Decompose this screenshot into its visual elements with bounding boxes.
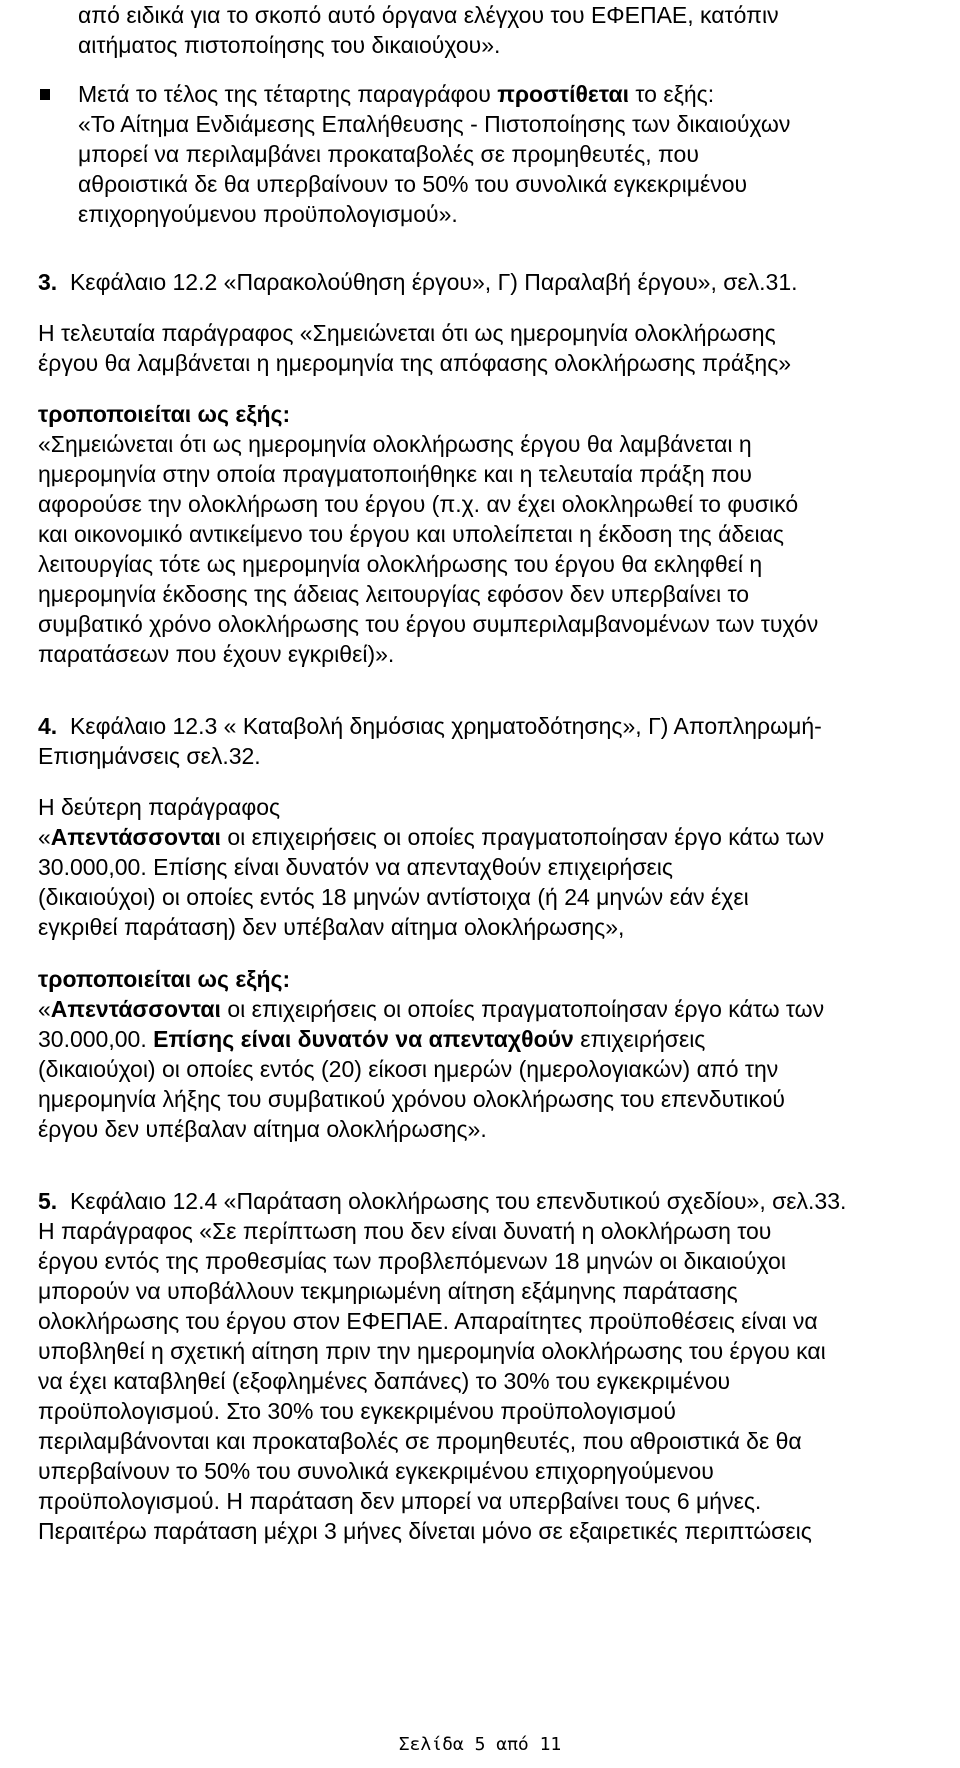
text-line: Η δεύτερη παράγραφος <box>38 794 281 820</box>
text-line: εγκριθεί παράταση) δεν υπέβαλαν αίτημα ολοκλήρωσης», <box>38 914 625 940</box>
text-run: το εξής: <box>628 81 715 107</box>
text-line: ολοκλήρωσης του έργου στον ΕΦΕΠΑΕ. Απαραίτητες προϋποθέσεις είναι να <box>38 1308 818 1334</box>
modified-label <box>38 964 290 994</box>
text-line: αιτήματος πιστοποίησης του δικαιούχου». <box>78 32 501 58</box>
text-line: να έχει καταβληθεί (εξοφλημένες δαπάνες) το 30% του εγκεκριμένου <box>38 1368 731 1394</box>
text-line: Η παράγραφος «Σε περίπτωση που δεν είναι δυνατή η ολοκλήρωση του <box>38 1218 772 1244</box>
section-number: 5. <box>38 1188 58 1214</box>
text-run: οι επιχειρήσεις οι οποίες πραγματοποίησαν έργο κάτω των <box>220 996 825 1022</box>
text-bold: τροποποιείται ως εξής: <box>38 401 291 427</box>
section-number: 4. <box>38 713 58 739</box>
text-bold: Απεντάσσονται <box>50 996 221 1022</box>
section-title-cont: Επισημάνσεις σελ.32. <box>38 743 261 769</box>
modified-label <box>38 399 290 429</box>
text-line: «Σημειώνεται ότι ως ημερομηνία ολοκλήρωσης έργου θα λαμβάνεται η <box>38 431 752 457</box>
text-line: προϋπολογισμού. Η παράταση δεν μπορεί να υπερβαίνει τους 6 μήνες. <box>38 1488 762 1514</box>
text-line: ημερομηνία λήξης του συμβατικού χρόνου ολοκλήρωσης του επενδυτικού <box>38 1086 785 1112</box>
text-line: υποβληθεί η σχετική αίτηση πριν την ημερομηνία ολοκλήρωσης του έργου και <box>38 1338 826 1364</box>
text-bold: Επίσης είναι δυνατόν να απενταχθούν <box>153 1026 574 1052</box>
section-title: Κεφάλαιο 12.3 « Καταβολή δημόσιας χρηματοδότησης», Γ) Αποπληρωμή- <box>69 713 822 739</box>
text-line: Περαιτέρω παράταση μέχρι 3 μήνες δίνεται μόνο σε εξαιρετικές περιπτώσεις <box>38 1518 812 1544</box>
text-line: έργου θα λαμβάνεται η ημερομηνία της απόφασης ολοκλήρωσης πράξης» <box>38 350 792 376</box>
section-heading <box>38 1186 846 1216</box>
text-run: επιχειρήσεις <box>573 1026 706 1052</box>
bullet-line <box>78 79 714 109</box>
section-number: 3. <box>38 269 58 295</box>
text-line: αφορούσε την ολοκλήρωση του έργου (π.χ. αν έχει ολοκληρωθεί το φυσικό <box>38 491 799 517</box>
page-footer: Σελίδα 5 από 11 <box>398 1734 562 1755</box>
text-line <box>38 994 824 1024</box>
text-line: «Το Αίτημα Ενδιάμεσης Επαλήθευσης - Πιστοποίησης των δικαιούχων <box>78 111 791 137</box>
text-line: (δικαιούχοι) οι οποίες εντός 18 μηνών αντίστοιχα (ή 24 μηνών εάν έχει <box>38 884 749 910</box>
section-title: Κεφάλαιο 12.4 «Παράταση ολοκλήρωσης του επενδυτικού σχεδίου», σελ.33. <box>69 1188 847 1214</box>
text-line: έργου εντός της προθεσμίας των προβλεπόμενων 18 μηνών οι δικαιούχοι <box>38 1248 786 1274</box>
text-line: μπορούν να υποβάλλουν τεκμηριωμένη αίτηση εξάμηνης παράτασης <box>38 1278 738 1304</box>
text-line: και οικονομικό αντικείμενο του έργου και υπολείπεται η έκδοση της άδειας <box>38 521 784 547</box>
bullet-square-icon <box>40 89 50 100</box>
section-heading <box>38 711 822 741</box>
text-run: 30.000,00. <box>38 1026 154 1052</box>
section-title: Κεφάλαιο 12.2 «Παρακολούθηση έργου», Γ) Παραλαβή έργου», σελ.31. <box>69 269 798 295</box>
text-bold: τροποποιείται ως εξής: <box>38 966 291 992</box>
text-run: οι επιχειρήσεις οι οποίες πραγματοποίησαν έργο κάτω των <box>220 824 825 850</box>
text-line: Η τελευταία παράγραφος «Σημειώνεται ότι ως ημερομηνία ολοκλήρωσης <box>38 320 776 346</box>
section-heading <box>38 267 798 297</box>
page-body <box>38 0 904 1768</box>
text-bold: Απεντάσσονται <box>50 824 221 850</box>
text-line: ημερομηνία έκδοσης της άδειας λειτουργίας εφόσον δεν υπερβαίνει το <box>38 581 750 607</box>
text-line: μπορεί να περιλαμβάνει προκαταβολές σε προμηθευτές, που <box>78 141 699 167</box>
text-line: 30.000,00. Επίσης είναι δυνατόν να απενταχθούν επιχειρήσεις <box>38 854 673 880</box>
text-line: από ειδικά για το σκοπό αυτό όργανα ελέγχου του ΕΦΕΠΑΕ, κατόπιν <box>78 2 779 28</box>
text-line: παρατάσεων που έχουν εγκριθεί)». <box>38 641 395 667</box>
text-run: Μετά το τέλος της τέταρτης παραγράφου <box>78 81 498 107</box>
text-line: συμβατικό χρόνο ολοκλήρωσης του έργου συμπεριλαμβανομένων των τυχόν <box>38 611 819 637</box>
text-line: λειτουργίας τότε ως ημερομηνία ολοκλήρωσης του έργου θα εκληφθεί η <box>38 551 763 577</box>
text-line: έργου δεν υπέβαλαν αίτημα ολοκλήρωσης». <box>38 1116 487 1142</box>
text-line: αθροιστικά δε θα υπερβαίνουν το 50% του συνολικά εγκεκριμένου <box>78 171 748 197</box>
text-line: (δικαιούχοι) οι οποίες εντός (20) είκοσι ημερών (ημερολογιακών) από την <box>38 1056 779 1082</box>
text-line <box>38 1024 705 1054</box>
text-run: « <box>38 824 51 850</box>
text-line: περιλαμβάνονται και προκαταβολές σε προμηθευτές, που αθροιστικά δε θα <box>38 1428 802 1454</box>
text-line: προϋπολογισμού. Στο 30% του εγκεκριμένου προϋπολογισμού <box>38 1398 676 1424</box>
text-bold: προστίθεται <box>497 81 629 107</box>
text-line: ημερομηνία στην οποία πραγματοποιήθηκε και η τελευταία πράξη που <box>38 461 752 487</box>
text-line: υπερβαίνουν το 50% του συνολικά εγκεκριμένου επιχορηγούμενου <box>38 1458 714 1484</box>
text-line <box>38 822 824 852</box>
text-line: επιχορηγούμενου προϋπολογισμού». <box>78 201 458 227</box>
text-run: « <box>38 996 51 1022</box>
